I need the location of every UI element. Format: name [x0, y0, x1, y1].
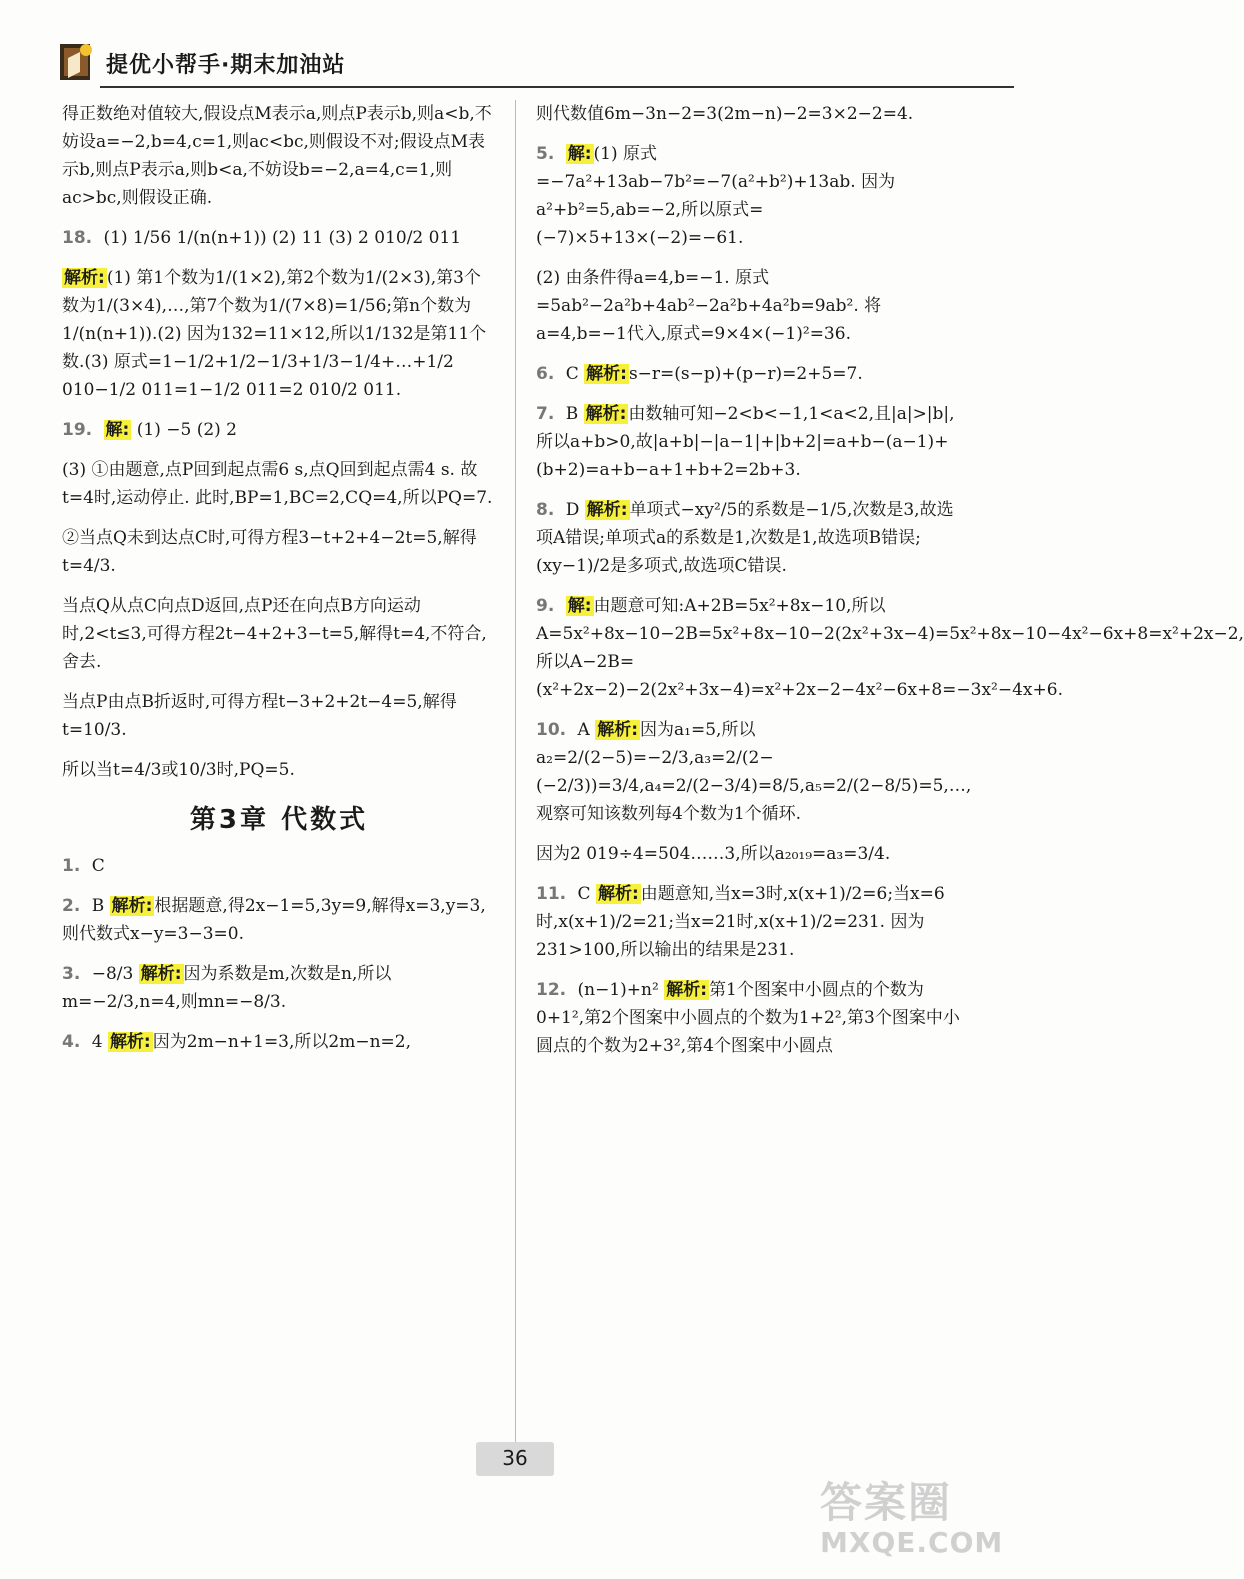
answer-item-4 — [62, 1028, 496, 1056]
explanation-text: 由数轴可知−2<b<−1,1<a<2,且|a|>|b|,所以a+b>0,故|a+b|−|a−1|+|b+2|=a+b−(a−1)+(b+2)=a+b−a+1+b+2=2b+3. — [536, 404, 955, 480]
analysis-tag: 解析: — [597, 884, 639, 904]
item-answer: C — [91, 856, 105, 876]
item-number: 10. — [536, 720, 567, 740]
item-number: 6. — [536, 364, 555, 384]
item-number: 2. — [62, 896, 81, 916]
item-answer: D — [565, 500, 580, 520]
item-number: 5. — [536, 144, 555, 164]
item-number: 9. — [536, 596, 555, 616]
column-divider — [515, 100, 516, 1450]
paragraph: 当点P由点B折返时,可得方程t−3+2+2t−4=5,解得t=10/3. — [62, 692, 457, 740]
paragraph: 得正数绝对值较大,假设点M表示a,则点P表示b,则a<b,不妨设a=−2,b=4,c=1,则ac<bc,则假设不对;假设点M表示b,则点P表示a,则b<a,不妨设b=−2,a=4,c=1,则ac>bc,则假设正确. — [62, 104, 492, 208]
paragraph: ②当点Q未到达点C时,可得方程3−t+2+4−2t=5,解得t=4/3. — [62, 528, 477, 576]
paragraph: 当点Q从点C向点D返回,点P还在向点B方向运动时,2<t≤3,可得方程2t−4+2+3−t=5,解得t=4,不符合,舍去. — [62, 596, 487, 672]
item-answer: (1) 1/56 1/(n(n+1)) (2) 11 (3) 2 010/2 011 — [103, 228, 462, 248]
item-number: 8. — [536, 500, 555, 520]
answer-item-8 — [536, 496, 970, 580]
header-title: 提优小帮手·期末加油站 — [106, 53, 346, 78]
explanation-text: 因为a₁=5,所以a₂=2/(2−5)=−2/3,a₃=2/(2−(−2/3))=3/4,a₄=2/(2−3/4)=8/5,a₅=2/(2−8/5)=5,…,观察可知该数列每4个数为1个循环. — [536, 720, 972, 824]
solution-tag: 解: — [105, 420, 130, 440]
item-answer: A — [577, 720, 590, 740]
item-number: 1. — [62, 856, 81, 876]
item-number: 11. — [536, 884, 567, 904]
solution-tag: 解: — [567, 144, 592, 164]
item-number: 12. — [536, 980, 567, 1000]
analysis-tag: 解析: — [64, 268, 105, 288]
answer-item-19 — [62, 416, 496, 444]
answer-item-11 — [536, 880, 970, 964]
solution-tag: 解: — [567, 596, 592, 616]
item-answer: B — [565, 404, 579, 424]
page-number: 36 — [502, 1446, 528, 1470]
explanation-text: 第1个图案中小圆点的个数为0+1²,第2个图案中小圆点的个数为1+2²,第3个图案中小圆点的个数为2+3²,第4个图案中小圆点 — [536, 980, 960, 1056]
explanation-text: 单项式−xy²/5的系数是−1/5,次数是3,故选项A错误;单项式a的系数是1,次数是1,故选项B错误;(xy−1)/2是多项式,故选项C错误. — [536, 500, 954, 576]
book-logo-icon — [58, 38, 96, 84]
item-answer: C — [577, 884, 591, 904]
analysis-tag: 解析: — [140, 964, 182, 984]
watermark — [820, 1470, 1004, 1570]
analysis-tag: 解析: — [109, 1032, 151, 1052]
answer-item-7 — [536, 400, 970, 484]
analysis-tag: 解析: — [597, 720, 639, 740]
answer-item-2 — [62, 892, 496, 948]
answer-item-6 — [536, 360, 970, 388]
answer-item-10 — [536, 716, 970, 828]
header-rule — [100, 86, 1014, 88]
explanation-text: 因为系数是m,次数是n,所以m=−2/3,n=4,则mn=−8/3. — [62, 964, 392, 1012]
explanation-text: (1) 第1个数为1/(1×2),第2个数为1/(2×3),第3个数为1/(3×4),…,第7个数为1/(7×8)=1/56;第n个数为1/(n(n+1)).(2) 因为132=11×12,所以1/132是第11个数.(3) 原式=1−1/2+1/2−1/3+1/3−1/4+…+1/2 010−1/2 011=1−1/2 011=2 010/2 011. — [62, 268, 487, 400]
chapter-title: 第3章 代数式 — [189, 805, 369, 835]
item-answer: C — [565, 364, 579, 384]
item-answer: B — [91, 896, 105, 916]
explanation-18 — [62, 264, 496, 404]
explanation-text: s−r=(s−p)+(p−r)=2+5=7. — [628, 364, 863, 384]
right-column — [536, 100, 1244, 1072]
analysis-tag: 解析: — [586, 500, 628, 520]
answer-item-5 — [536, 140, 970, 252]
paragraph: 则代数值6m−3n−2=3(2m−n)−2=3×2−2=4. — [536, 104, 914, 124]
explanation-text: (1) 原式=−7a²+13ab−7b²=−7(a²+b²)+13ab. 因为a²+b²=5,ab=−2,所以原式=(−7)×5+13×(−2)=−61. — [536, 144, 896, 248]
analysis-tag: 解析: — [111, 896, 153, 916]
analysis-tag: 解析: — [586, 364, 627, 384]
answer-item-9 — [536, 592, 1244, 704]
paragraph: 因为2 019÷4=504……3,所以a₂₀₁₉=a₃=3/4. — [536, 844, 891, 864]
item-answer: 4 — [91, 1032, 103, 1052]
item-answer: −8/3 — [91, 964, 134, 984]
analysis-tag: 解析: — [585, 404, 627, 424]
explanation-text: 由题意知,当x=3时,x(x+1)/2=6;当x=6时,x(x+1)/2=21;当x=21时,x(x+1)/2=231. 因为231>100,所以输出的结果是231. — [536, 884, 945, 960]
item-number: 4. — [62, 1032, 81, 1052]
paragraph: (2) 由条件得a=4,b=−1. 原式=5ab²−2a²b+4ab²−2a²b+4a²b=9ab². 将a=4,b=−1代入,原式=9×4×(−1)²=36. — [536, 268, 882, 344]
explanation-text: 因为2m−n+1=3,所以2m−n=2, — [152, 1032, 411, 1052]
watermark-brand: 答案圈 — [820, 1478, 953, 1527]
item-number: 7. — [536, 404, 555, 424]
answer-item-12 — [536, 976, 970, 1060]
analysis-tag: 解析: — [666, 980, 708, 1000]
watermark-url: MXQE.COM — [820, 1526, 1004, 1559]
explanation-text: 根据题意,得2x−1=5,3y=9,解得x=3,y=3,则代数式x−y=3−3=0. — [62, 896, 486, 944]
left-column — [62, 100, 496, 1068]
item-number: 3. — [62, 964, 81, 984]
page-header — [48, 30, 968, 90]
item-answer: (1) −5 (2) 2 — [136, 420, 237, 440]
answer-item-18 — [62, 224, 496, 252]
explanation-text: 由题意可知:A+2B=5x²+8x−10,所以A=5x²+8x−10−2B=5x²+8x−10−2(2x²+3x−4)=5x²+8x−10−4x²−6x+8=x²+2x−2,所以A−2B=(x²+2x−2)−2(2x²+3x−4)=x²+2x−2−4x²−6x+8=−3x²−4x+6. — [536, 596, 1244, 700]
answer-item-1 — [62, 852, 496, 880]
item-answer: (n−1)+n² — [577, 980, 659, 1000]
paragraph: 所以当t=4/3或10/3时,PQ=5. — [62, 760, 295, 780]
paragraph: (3) ①由题意,点P回到起点需6 s,点Q回到起点需4 s. 故t=4时,运动停止. 此时,BP=1,BC=2,CQ=4,所以PQ=7. — [62, 460, 493, 508]
answer-item-3 — [62, 960, 496, 1016]
page-number-box — [476, 1442, 554, 1476]
item-number: 19. — [62, 420, 93, 440]
item-number: 18. — [62, 228, 93, 248]
